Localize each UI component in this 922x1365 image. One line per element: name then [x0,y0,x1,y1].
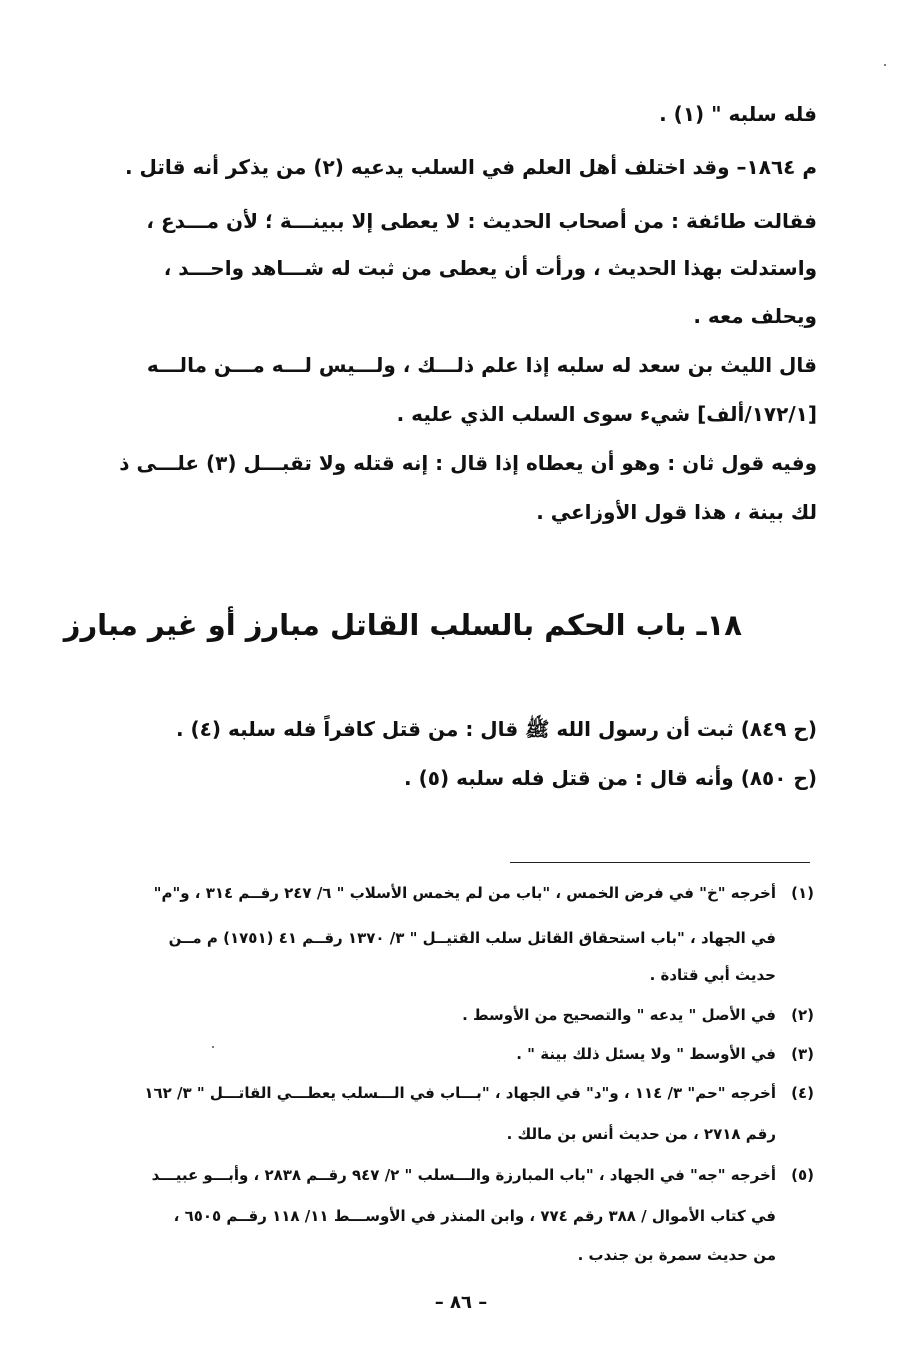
footnote-text: أخرجه "حم" ٣/ ١١٤ ، و"د" في الجهاد ، "بـــاب في الـــسلب يعطـــي القاتـــل " ٣/ ١٦٢ [144,1084,776,1102]
hadith-850: (ح ٨٥٠) وأنه قال : من قتل فله سلبه (٥) . [404,766,817,790]
footnote-text: في الأوسط " ولا يسئل ذلك بينة " . [516,1045,776,1063]
footnote-number: (٤) [791,1084,814,1102]
footnote-1-line-1 [154,884,814,902]
hadith-849: (ح ٨٤٩) ثبت أن رسول الله ﷺ قال : من قتل كافراً فله سلبه (٤) . [175,717,817,741]
page-number: – ٨٦ – [434,1292,488,1313]
footnote-1-line-2: في الجهاد ، "باب استحقاق القاتل سلب القتيــل " ٣/ ١٣٧٠ رقــم ٤١ (١٧٥١) م مــن [168,929,776,947]
body-line-4: واستدلت بهذا الحديث ، ورأت أن يعطى من ثبت له شـــاهد واحـــد ، [163,256,817,280]
footnote-text: أخرجه "خ" في فرض الخمس ، "باب من لم يخمس الأسلاب " ٦/ ٢٤٧ رقــم ٣١٤ ، و"م" [153,884,776,902]
footnote-number: (٥) [791,1166,814,1184]
body-line-8: وفيه قول ثان : وهو أن يعطاه إذا قال : إنه قتله ولا تقبـــل (٣) علـــى ذ [119,451,817,475]
body-line-2: م ١٨٦٤– وقد اختلف أهل العلم في السلب يدعيه (٢) من يذكر أنه قاتل . [124,155,817,179]
footnote-2 [462,1006,814,1024]
speck-mark [212,1046,214,1048]
chapter-heading: ١٨ـ باب الحكم بالسلب القاتل مبارز أو غير مبارز [63,608,742,642]
body-line-6: قال الليث بن سعد له سلبه إذا علم ذلـــك ، ولـــيس لـــه مـــن مالـــه [146,353,817,377]
footnote-5-line-1 [152,1166,814,1184]
footnote-text: في الأصل " يدعه " والتصحيح من الأوسط . [462,1006,776,1024]
speck-mark [884,64,886,66]
footnote-text: أخرجه "جه" في الجهاد ، "باب المبارزة والـــسلب " ٢/ ٩٤٧ رقــم ٢٨٣٨ ، وأبـــو عبيـــد [151,1166,776,1184]
footnote-separator [510,862,810,863]
footnote-3 [516,1045,814,1063]
footnote-number: (٢) [791,1006,814,1024]
footnote-5-line-3: من حديث سمرة بن جندب . [577,1246,776,1264]
footnote-4-line-2: رقم ٢٧١٨ ، من حديث أنس بن مالك . [506,1125,776,1143]
footnote-4-line-1 [144,1084,814,1102]
footnote-5-line-2: في كتاب الأموال / ٣٨٨ رقم ٧٧٤ ، وابن المنذر في الأوســـط ١١/ ١١٨ رقــم ٦٥٠٥ ، [173,1207,776,1225]
body-line-3: فقالت طائفة : من أصحاب الحديث : لا يعطى إلا ببينـــة ؛ لأن مـــدع ، [146,209,817,233]
body-line-1: فله سلبه " (١) . [659,102,817,126]
footnote-number: (١) [791,884,814,902]
body-line-5: ويحلف معه . [693,304,817,328]
body-line-9: لك بينة ، هذا قول الأوزاعي . [536,500,817,524]
body-line-7: [١٧٢/١/ألف] شيء سوى السلب الذي عليه . [396,402,817,426]
footnote-number: (٣) [791,1045,814,1063]
footnote-1-line-3: حديث أبي قتادة . [649,966,776,984]
